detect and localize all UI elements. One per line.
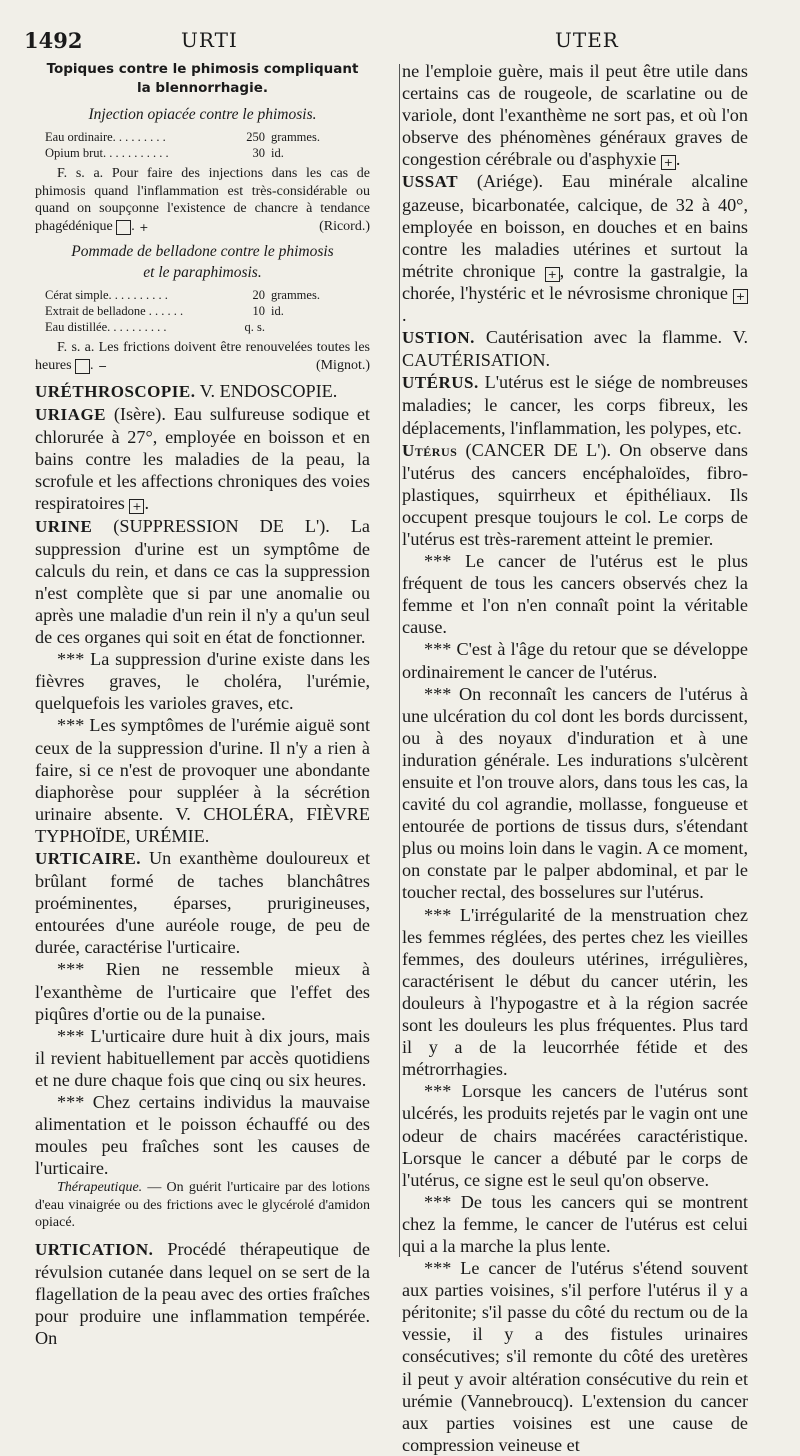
entry-uterus: UTÉRUS. L'utérus est le siége de nombreuses maladies; le cancer, les corps fibreux, les déplacements, l'inflammation, les polypes, etc.: [402, 372, 748, 438]
entry-urticaire: URTICAIRE. Un exanthème douloureux et brûlant formé de taches blanchâtres proéminentes, éparses, prurigineuses, entourées d'une auréole rouge, de peu de durée, caractérise l'urticaire.: [35, 847, 370, 958]
paragraph: *** Lorsque les cancers de l'utérus sont ulcérés, les produits rejetés par le vagin ont une odeur de chairs macérées caractéristique. Lorsque le cancer a débuté par le corps de l'utérus, ce signe est le seul qu'on observe.: [402, 1081, 748, 1190]
left-column: [35, 60, 370, 1349]
plus-box-icon: +: [116, 220, 131, 235]
section-heading: Topiques contre le phimosis compliquant: [46, 61, 359, 77]
recipe-author: (Ricord.): [319, 218, 370, 234]
recipe-title-2: et le paraphimosis.: [143, 264, 262, 281]
running-head-left: URTI: [181, 28, 238, 52]
recipe-directions: F. s. a. Les frictions doivent être renouvelées toutes les heures −. (Mignot.): [35, 340, 370, 373]
paragraph: *** Le cancer de l'utérus s'étend souvent aux parties voisines, s'il perfore l'utérus il y a péritonite; s'il passe du côté du rectum ou de la vessie, il y a des fistules urinaires consécutives; s'il remonte du côté des uretères il peut y avoir altération consécutive du rein et urémie (Vannebroucq). L'extension du cancer aux parties voisines est une cause de compression veineuse et: [402, 1258, 748, 1455]
paragraph: *** Rien ne ressemble mieux à l'exanthème de l'urticaire que l'effet des piqûres d'ortie ou de la punaise.: [35, 959, 370, 1024]
recipe-directions: F. s. a. Pour faire des injections dans les cas de phimosis quand l'inflammation est très-considérable ou quand on soupçonne l'existence de chancre à tendance phagédénique +. (Ricord.): [35, 166, 370, 234]
plus-box-icon: +: [661, 155, 676, 170]
section-heading-2: la blennorrhagie.: [137, 80, 268, 96]
paragraph: *** De tous les cancers qui se montrent chez la femme, le cancer de l'utérus est celui qui a la marche la plus lente.: [402, 1191, 748, 1256]
entry-uriage: URIAGE (Isère). Eau sulfureuse sodique et chlorurée à 27°, employée en boisson et en bains contre les maladies de la peau, la scrofule et les affections chroniques des voies respiratoires + .: [35, 404, 370, 514]
paragraph: *** Les symptômes de l'urémie aiguë sont ceux de la suppression d'urine. Il n'y a rien à faire, si ce n'est de provoquer une abondante diaphorèse pour suppléer à la sécrétion urinaire absente. V. CHOLÉRA, FIÈVRE TYPHOÏDE, URÉMIE.: [35, 715, 370, 846]
paragraph: *** La suppression d'urine existe dans les fièvres graves, le choléra, l'urémie, quelquefois les varioles graves, etc.: [35, 649, 370, 714]
running-head-right: UTER: [555, 28, 619, 52]
right-column: [402, 60, 748, 1456]
entry-ussat: USSAT (Ariége). Eau minérale alcaline gazeuse, bicarbonatée, calcique, de 32 à 40°, employée en boisson, en douches et en bains contre les maladies utérines et surtout la métrite chronique + , contre la gastralgie, la chorée, l'hystéric et le névrosisme chronique +.: [402, 171, 749, 326]
recipe-title: Injection opiacée contre le phimosis.: [88, 106, 317, 123]
entry-uterus-cancer: Utérus (CANCER DE L'). On observe dans l'utérus des cancers encéphaloïdes, fibro-plastiques, squirrheux et épithéliaux. Ils occupent presque toujours le col. Le corps de l'utérus est très-rarement atteint le premier.: [402, 439, 748, 549]
recipe-formula: Cérat simple. . . . . . . . . . 20 grammes. Extrait de belladone . . . . . . 10 id. Eau distillée. . . . . . . . . . q. s.: [45, 288, 320, 334]
column-rule: [399, 64, 400, 1257]
entry-ustion: USTION. Cautérisation avec la flamme. V. CAUTÉRISATION.: [402, 327, 748, 371]
paragraph: *** C'est à l'âge du retour que se développe ordinairement le cancer de l'utérus.: [402, 639, 748, 682]
minus-box-icon: −: [75, 359, 90, 374]
entry-urtication: URTICATION. Procédé thérapeutique de révulsion cutanée dans lequel on se sert de la flagellation de la peau avec des orties fraîches pour produire une inflammation tempérée. On: [35, 1238, 370, 1349]
page-number: 1492: [24, 28, 83, 53]
paragraph: *** L'urticaire dure huit à dix jours, mais il revient habituellement par accès quotidiens et ne dure chaque fois que cinq ou six heures.: [35, 1025, 370, 1090]
paragraph: *** On reconnaît les cancers de l'utérus à une ulcération du col dont les bords durcissent, ou à des noyaux d'induration et à une induration générale. Les indurations s'ulcèrent ensuite et l'on trouve alors, dans tous les cas, la cavité du col agrandie, mollasse, fongueuse et entourée de portions de tissus durs, s'étendant plus ou moins loin dans le vagin. A ce moment, on constate par le palper abdominal, et par le toucher rectal, des bosselures sur l'utérus.: [402, 683, 748, 903]
entry-urine: URINE (SUPPRESSION DE L'). La suppression d'urine est un symptôme de calculs du rein, et dans ce cas la suppression n'est complète que si par une anomalie ou après une maladie d'un rein il n'y a qu'un seul de ces organes qui soit en état de fonctionner.: [35, 515, 370, 648]
paragraph: *** L'irrégularité de la menstruation chez les femmes réglées, des pertes chez les vieilles femmes, des douleurs utérines, irrégulières, caractérisent le début du cancer utérin, les douleurs à l'hypogastre et à la région sacrée sont les douleurs les plus fréquentes. Plus tard il y a de la leucorrhée fétide et des métrorrhagies.: [402, 904, 748, 1080]
plus-box-icon: +: [545, 267, 560, 282]
plus-box-icon: +: [733, 289, 748, 304]
recipe-title: Pommade de belladone contre le phimosis: [71, 243, 334, 260]
plus-box-icon: +: [129, 499, 144, 514]
recipe-formula: Eau ordinaire. . . . . . . . . 250 grammes. Opium brut. . . . . . . . . . . 30 id.: [45, 130, 320, 160]
recipe-author: (Mignot.): [315, 357, 370, 373]
paragraph: *** Chez certains individus la mauvaise alimentation et le poisson échauffé ou des moules peu fraîches sont les causes de l'urticaire.: [35, 1092, 370, 1179]
entry-urethroscopie: URÉTHROSCOPIE. V. ENDOSCOPIE.: [35, 381, 338, 401]
paragraph: *** Le cancer de l'utérus est le plus fréquent de tous les cancers observés chez la femme et l'on n'en connaît point la véritable cause.: [402, 551, 748, 638]
therapeutics-note: Thérapeutique. — On guérit l'urticaire par des lotions d'eau vinaigrée ou des frictions avec le glycérolé d'amidon opiacé.: [35, 1180, 370, 1231]
running-header: [0, 28, 800, 58]
paragraph: ne l'emploie guère, mais il peut être utile dans certains cas de rougeole, de scarlatine ou de variole, dont l'exanthème ne sort pas, et où l'on observe des phénomènes généraux graves de congestion cérébrale ou d'asphyxie + .: [402, 61, 748, 170]
